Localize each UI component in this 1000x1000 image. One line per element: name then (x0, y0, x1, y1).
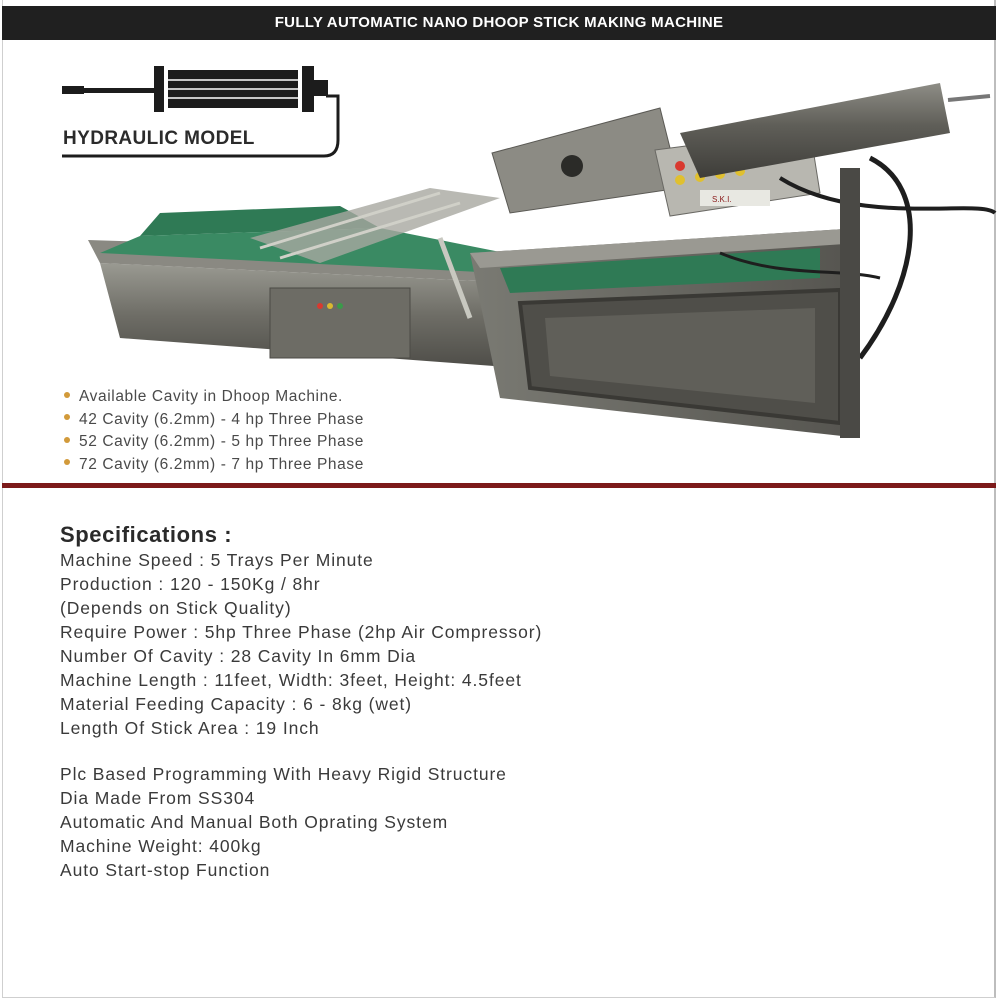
list-item (64, 431, 364, 454)
bullet-icon (64, 459, 70, 465)
cavity-option-text: 52 Cavity (6.2mm) - 5 hp Three Phase (79, 433, 364, 450)
feature-line: Plc Based Programming With Heavy Rigid Structure (60, 764, 507, 784)
spec-line: Number Of Cavity : 28 Cavity In 6mm Dia (60, 646, 417, 666)
cavity-options-list (64, 386, 364, 476)
spec-line: Machine Length : 11feet, Width: 3feet, Height: 4.5feet (60, 670, 522, 690)
spec-line: Material Feeding Capacity : 6 - 8kg (wet) (60, 694, 413, 714)
list-item (64, 386, 364, 409)
bullet-icon (64, 414, 70, 420)
page-title: FULLY AUTOMATIC NANO DHOOP STICK MAKING MACHINE (2, 6, 996, 40)
feature-line: Machine Weight: 400kg (60, 836, 262, 856)
spec-line: (Depends on Stick Quality) (60, 598, 292, 618)
feature-line: Automatic And Manual Both Oprating System (60, 812, 449, 832)
list-item (64, 454, 364, 477)
bullet-icon (64, 392, 70, 398)
bullet-icon (64, 437, 70, 443)
specifications-list (60, 548, 542, 740)
spec-line: Production : 120 - 150Kg / 8hr (60, 574, 321, 594)
cavity-option-text: Available Cavity in Dhoop Machine. (79, 388, 343, 405)
hydraulic-model-label: HYDRAULIC MODEL (63, 128, 255, 149)
specifications-heading: Specifications : (60, 522, 233, 547)
feature-line: Auto Start-stop Function (60, 860, 271, 880)
cavity-option-text: 42 Cavity (6.2mm) - 4 hp Three Phase (79, 410, 364, 428)
spec-line: Machine Speed : 5 Trays Per Minute (60, 550, 374, 570)
list-item (64, 409, 364, 432)
feature-line: Dia Made From SS304 (60, 788, 256, 808)
cavity-option-text: 72 Cavity (6.2mm) - 7 hp Three Phase (79, 455, 364, 473)
section-divider (2, 483, 996, 488)
panel-sticker-text: S.K.I. (712, 195, 732, 204)
spec-line: Require Power : 5hp Three Phase (2hp Air Compressor) (60, 622, 543, 642)
features-list (60, 762, 507, 882)
spec-line: Length Of Stick Area : 19 Inch (60, 718, 320, 738)
